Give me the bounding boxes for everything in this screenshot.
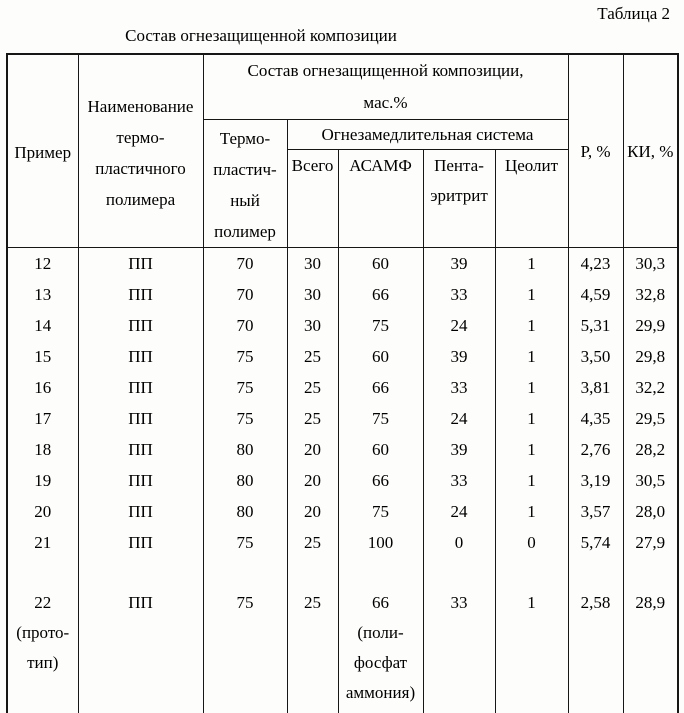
- table-cell-polymer: ПП: [78, 434, 203, 465]
- table-cell-total: 25: [287, 527, 338, 558]
- table-cell-polymer: ПП: [78, 341, 203, 372]
- table-cell-zeolite: 1: [495, 310, 568, 341]
- table-cell-example: 19: [7, 465, 78, 496]
- table-row: [7, 248, 678, 280]
- col-header-zeolite: Цеолит: [495, 149, 568, 247]
- table-cell-zeolite: 1: [495, 341, 568, 372]
- table-cell-p: 4,23: [568, 248, 623, 280]
- table-cell-thermoplastic: 80: [203, 465, 287, 496]
- table-cell-penta: 24: [423, 403, 495, 434]
- table-row: [7, 341, 678, 372]
- table-cell-p: 2,76: [568, 434, 623, 465]
- table-cell-p: 3,19: [568, 465, 623, 496]
- table-cell-asamf: 66: [338, 465, 423, 496]
- table-cell-polymer: ПП: [78, 465, 203, 496]
- table-cell-zeolite: 1: [495, 558, 568, 713]
- table-cell-p: 4,35: [568, 403, 623, 434]
- col-header-p-percent: Р, %: [568, 54, 623, 248]
- table-cell-penta: 0: [423, 527, 495, 558]
- table-cell-p: 4,59: [568, 279, 623, 310]
- table-cell-polymer: ПП: [78, 310, 203, 341]
- table-cell-penta: 24: [423, 310, 495, 341]
- table-cell-thermoplastic: 75: [203, 558, 287, 713]
- table-row: [7, 558, 678, 713]
- table-cell-total: 25: [287, 558, 338, 713]
- table-cell-penta: 33: [423, 279, 495, 310]
- header-row-1: [7, 54, 678, 120]
- table-cell-p: 3,57: [568, 496, 623, 527]
- table-cell-example: 17: [7, 403, 78, 434]
- table-cell-total: 20: [287, 434, 338, 465]
- page-title: Состав огнезащищенной композиции: [125, 26, 397, 45]
- table-cell-total: 30: [287, 310, 338, 341]
- table-cell-zeolite: 1: [495, 248, 568, 280]
- col-header-thermoplastic-polymer: Термо- пластич- ный полимер: [203, 120, 287, 248]
- table-row: [7, 434, 678, 465]
- table-cell-total: 25: [287, 372, 338, 403]
- table-row: [7, 310, 678, 341]
- table-cell-zeolite: 1: [495, 403, 568, 434]
- table-cell-polymer: ПП: [78, 403, 203, 434]
- table-row: [7, 403, 678, 434]
- table-cell-thermoplastic: 75: [203, 527, 287, 558]
- table-cell-asamf: 66: [338, 372, 423, 403]
- table-cell-penta: 33: [423, 465, 495, 496]
- col-header-example: Пример: [7, 54, 78, 248]
- table-cell-polymer: ПП: [78, 558, 203, 713]
- table-cell-ki: 28,9: [623, 558, 678, 713]
- col-header-pentaerythritol: Пента- эритрит: [423, 149, 495, 247]
- table-cell-polymer: ПП: [78, 279, 203, 310]
- table-cell-asamf: 100: [338, 527, 423, 558]
- table-cell-thermoplastic: 80: [203, 496, 287, 527]
- table-cell-thermoplastic: 70: [203, 310, 287, 341]
- table-cell-asamf: 75: [338, 496, 423, 527]
- table-cell-example: 22 (прото- тип): [7, 558, 78, 713]
- table-cell-asamf: 75: [338, 403, 423, 434]
- table-cell-example: 18: [7, 434, 78, 465]
- table-cell-p: 5,31: [568, 310, 623, 341]
- table-cell-zeolite: 0: [495, 527, 568, 558]
- table-cell-asamf: 60: [338, 434, 423, 465]
- table-cell-penta: 33: [423, 372, 495, 403]
- table-cell-thermoplastic: 80: [203, 434, 287, 465]
- table-cell-zeolite: 1: [495, 372, 568, 403]
- table-cell-example: 15: [7, 341, 78, 372]
- table-cell-p: 2,58: [568, 558, 623, 713]
- table-cell-zeolite: 1: [495, 434, 568, 465]
- table-cell-asamf: 66 (поли- фосфат аммония): [338, 558, 423, 713]
- table-row: [7, 496, 678, 527]
- col-header-asamf: АСАМФ: [338, 149, 423, 247]
- table-cell-asamf: 60: [338, 341, 423, 372]
- table-cell-zeolite: 1: [495, 279, 568, 310]
- table-cell-zeolite: 1: [495, 465, 568, 496]
- table-cell-polymer: ПП: [78, 527, 203, 558]
- table-cell-example: 21: [7, 527, 78, 558]
- table-cell-total: 20: [287, 496, 338, 527]
- table-cell-example: 20: [7, 496, 78, 527]
- table-cell-ki: 30,3: [623, 248, 678, 280]
- table-cell-example: 14: [7, 310, 78, 341]
- table-cell-p: 5,74: [568, 527, 623, 558]
- table-cell-penta: 39: [423, 434, 495, 465]
- table-cell-p: 3,50: [568, 341, 623, 372]
- table-cell-thermoplastic: 75: [203, 403, 287, 434]
- table-cell-penta: 33: [423, 558, 495, 713]
- table-cell-total: 20: [287, 465, 338, 496]
- table-cell-example: 16: [7, 372, 78, 403]
- table-cell-example: 13: [7, 279, 78, 310]
- table-cell-ki: 29,8: [623, 341, 678, 372]
- col-header-polymer-name: Наименование термо- пластичного полимера: [78, 54, 203, 248]
- table-body: [7, 248, 678, 713]
- table-cell-example: 12: [7, 248, 78, 280]
- table-cell-asamf: 66: [338, 279, 423, 310]
- table-cell-total: 25: [287, 341, 338, 372]
- table-cell-ki: 28,0: [623, 496, 678, 527]
- composition-table: [6, 53, 679, 713]
- table-row: [7, 527, 678, 558]
- table-cell-polymer: ПП: [78, 496, 203, 527]
- table-cell-ki: 32,2: [623, 372, 678, 403]
- table-cell-thermoplastic: 70: [203, 279, 287, 310]
- table-cell-zeolite: 1: [495, 496, 568, 527]
- table-header: [7, 54, 678, 248]
- table-cell-penta: 24: [423, 496, 495, 527]
- table-row: [7, 279, 678, 310]
- col-header-composition-group: Состав огнезащищенной композиции, мас.%: [203, 54, 568, 120]
- table-cell-penta: 39: [423, 341, 495, 372]
- table-row: [7, 372, 678, 403]
- table-number-label: Таблица 2: [597, 4, 670, 23]
- table-cell-thermoplastic: 75: [203, 341, 287, 372]
- table-cell-ki: 32,8: [623, 279, 678, 310]
- col-header-total: Всего: [287, 149, 338, 247]
- table-row: [7, 465, 678, 496]
- table-cell-ki: 28,2: [623, 434, 678, 465]
- table-cell-ki: 29,5: [623, 403, 678, 434]
- table-cell-polymer: ПП: [78, 372, 203, 403]
- col-header-retardant-group: Огнезамедлительная система: [287, 120, 568, 150]
- col-header-ki-percent: КИ, %: [623, 54, 678, 248]
- table-cell-ki: 29,9: [623, 310, 678, 341]
- table-cell-thermoplastic: 75: [203, 372, 287, 403]
- table-cell-penta: 39: [423, 248, 495, 280]
- table-cell-ki: 30,5: [623, 465, 678, 496]
- table-cell-total: 30: [287, 279, 338, 310]
- table-cell-total: 30: [287, 248, 338, 280]
- table-cell-thermoplastic: 70: [203, 248, 287, 280]
- table-cell-p: 3,81: [568, 372, 623, 403]
- table-cell-asamf: 60: [338, 248, 423, 280]
- table-cell-ki: 27,9: [623, 527, 678, 558]
- table-cell-polymer: ПП: [78, 248, 203, 280]
- table-cell-total: 25: [287, 403, 338, 434]
- table-cell-asamf: 75: [338, 310, 423, 341]
